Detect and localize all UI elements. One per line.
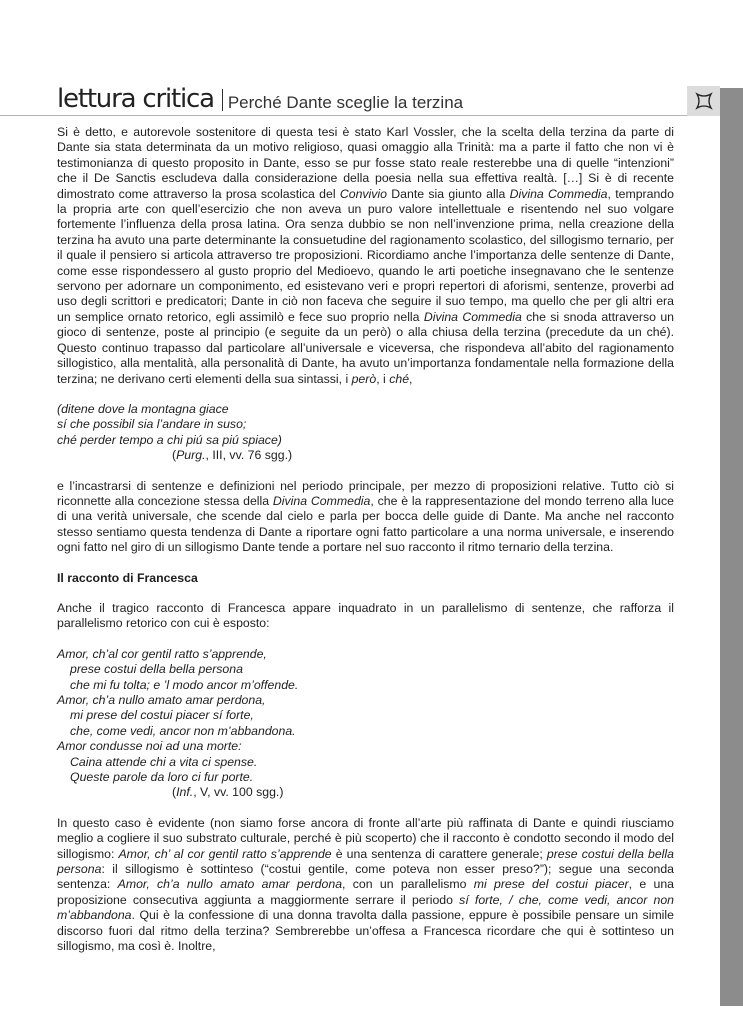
text: , III, vv. 76 sgg.) [205, 448, 293, 463]
paragraph-3: Anche il tragico racconto di Francesca appare inquadrato in un parallelismo di sentenze, che rafforza il parallelismo retorico con cui è esposto: [57, 600, 674, 631]
quote: prese costui della bella persona [57, 846, 674, 877]
text: è una sentenza di carattere generale; [331, 846, 547, 861]
header-subtitle: Perché Dante sceglie la terzina [227, 93, 464, 112]
verse-citation [57, 448, 674, 463]
text: che si snoda attraverso un gioco di sentenze, poste al principio (e seguite da un però) o alla chiusa della terzina (precedute da un ché). Questo continuo trapasso dal particolare all’universale e viceversa, che rispondeva all’abito del ragionamento sillogistico, alla mentalità, alla personalità di Dante, ha avuto un’importanza fondamentale nella formazione della terzina; ne derivano certi elementi della sua sintassi, i [57, 309, 675, 386]
text: ( [172, 448, 177, 463]
text: ( [172, 785, 177, 800]
work-title: Purg. [176, 448, 206, 463]
text: , che è la rappresentazione del mondo terreno alla luce di una verità universale, che scende dal cielo e parla per bocca delle guide di Dante. Ma anche nel racconto stesso sentiamo questa tendenza di Dante a riportare ogni fatto particolare a una norma universale, e inserendo ogni fatto nel giro di un sillogismo Dante tende a portare nel suo racconto il ritmo ternario della terzina. [57, 493, 674, 555]
header-main-title: lettura critica [57, 84, 214, 114]
work-title: Divina Commedia [423, 309, 522, 324]
text: : il sillogismo è sottinteso (“costui gentile, come poteva non esser preso?”); segue una seconda sentenza: [57, 862, 674, 892]
text: , con un parallelismo [342, 877, 474, 892]
verse-line: mi prese del costui piacer sí forte, [70, 708, 254, 723]
text: . Qui è la confessione di una donna travolta dalla passione, eppure è possibile pensare un simile discorso fuori dal ritmo della terzina? Sembrerebbe un’offesa a Francesca ricordare che qui è sottinteso un sillogismo, ma così è. Inoltre, [57, 908, 674, 954]
text: In questo caso è evidente (non siamo forse ancora di fronte all’arte più raffinata di Dante e quindi riusciamo meglio a cogliere il suo substrato culturale, perché è più scoperto) che il racconto è condotto secondo il modo del sillogismo: [57, 815, 674, 861]
text: , e una proposizione consecutiva aggiunta a maggiormente serrare il periodo [57, 877, 675, 907]
verse-line: Amor, ch’al cor gentil ratto s’apprende, [57, 646, 267, 661]
header-title [57, 84, 463, 115]
corner-tab [687, 86, 720, 116]
text: , i [376, 371, 390, 386]
verse-line: Amor condusse noi ad una morte: [57, 739, 242, 754]
quote: mi prese del costui piacer [473, 877, 629, 892]
paragraph-4 [57, 816, 674, 955]
quote: Amor, ch’ al cor gentil ratto s’apprende [118, 846, 332, 861]
article-body [57, 125, 674, 955]
verse-line: prese costui della bella persona [70, 662, 243, 677]
header-separator [222, 89, 223, 111]
section-header [0, 84, 720, 116]
text: e l’incastrarsi di sentenze e definizioni nel periodo principale, per mezzo di proposizioni relative. Tutto ciò si riconnette alla concezione stessa della [57, 478, 674, 508]
paragraph-1 [57, 125, 674, 387]
term: ché [389, 371, 410, 386]
work-title: Inf. [176, 785, 194, 800]
verse-citation [57, 785, 674, 800]
paragraph-2 [57, 479, 674, 556]
verse-quote-2 [57, 647, 674, 801]
text: , [409, 371, 413, 386]
verse-line: Queste parole da loro ci fur porte. [70, 770, 254, 785]
quote: sí forte, / che, come vedi, ancor non m’abbandona [57, 892, 675, 923]
verse-line: Amor, ch’a nullo amato amar perdona, [57, 693, 266, 707]
verse-line: che mi fu tolta; e ’l modo ancor m’offende. [70, 677, 299, 692]
verse-line: sí che possibil sia l’andare in suso; [57, 417, 247, 432]
verse-line: Caina attende chi a vita ci spense. [70, 754, 258, 769]
text: , temprando la propria arte con quell’esercizio che non aveva un puro valore intellettuale e risentendo nel suo volgare fortemente l’influenza della prosa latina. Ora senza dubbio se non nell’invenzione prima, nella creazione della terzina ha avuto una parte determinante la consuetudine del ragionamento scolastico, del sillogismo ternario, per il quale il pensiero si articola attraverso tre proposizioni. Ricordiamo anche l’importanza delle sentenze di Dante, come esse rispondessero al gusto proprio del Medioevo, quando le arti poetiche insegnavano che le sentenze servono per adornare un componimento, ed esistevano veri e propri repertori di aforismi, sentenze, proverbi ad uso degli scrittori e predicatori; Dante in ciò non faceva che seguire il suo tempo, ma quello che per gli altri era un semplice ornato retorico, egli assimilò e fece suo proprio nella [57, 186, 674, 324]
term: però [351, 371, 377, 386]
verse-quote-1 [57, 402, 674, 464]
work-title: Divina Commedia [272, 493, 371, 508]
text: Dante sia giunto alla [387, 186, 510, 201]
lens-icon [695, 92, 713, 110]
verse-line: (ditene dove la montagna giace [57, 401, 229, 416]
section-title: Il racconto di Francesca [57, 570, 198, 585]
verse-line: ché perder tempo a chi piú sa piú spiace) [57, 432, 282, 447]
text: , V, vv. 100 sgg.) [193, 785, 284, 800]
side-bar [720, 88, 743, 1006]
work-title: Convivio [339, 186, 388, 201]
verse-line: che, come vedi, ancor non m’abbandona. [70, 723, 296, 738]
text: Si è detto, e autorevole sostenitore di questa tesi è stato Karl Vossler, che la scelta della terzina da parte di Dante sia stata determinata da un motivo religioso, quasi omaggio alla Trinità: ma a parte il fatto che non vi è testimonianza di questo proposito in Dante, esso se pur fosse stato reale resterebbe una di quelle “intenzioni” che il De Sanctis escludeva dalla considerazione della poesia nella sua effettiva realtà. […] Si è di recente dimostrato come attraverso la prosa scolastica del [57, 125, 674, 201]
work-title: Divina Commedia [509, 186, 608, 201]
quote: Amor, ch’a nullo amato amar perdona [117, 877, 343, 892]
